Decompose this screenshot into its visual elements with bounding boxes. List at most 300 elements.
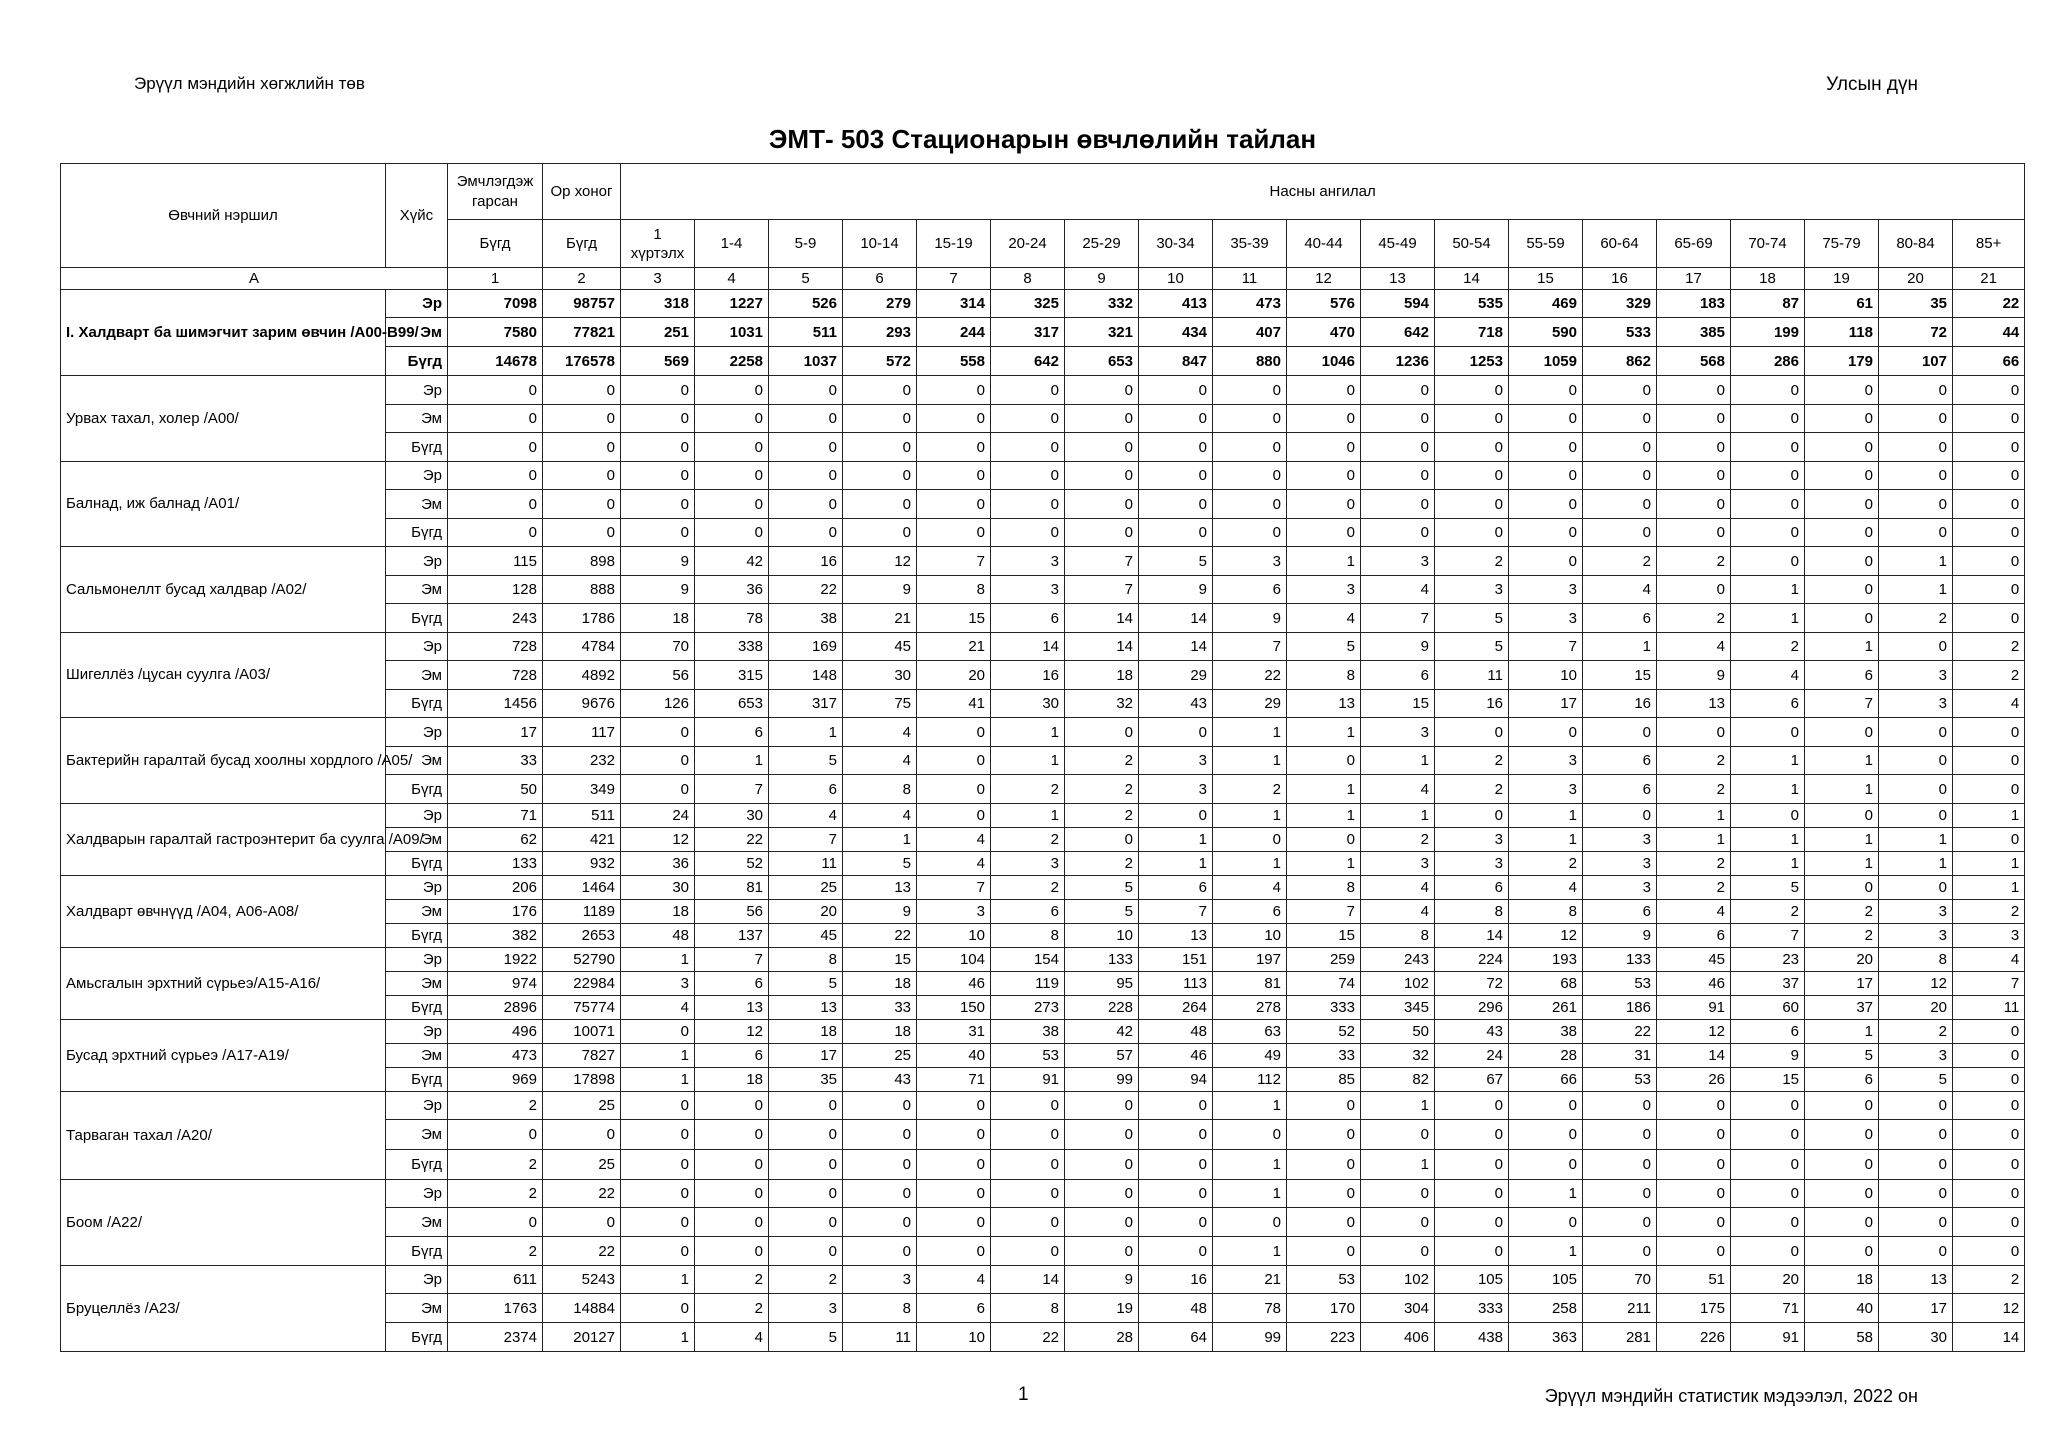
cell-value: 0	[843, 462, 917, 490]
cell-value: 6	[991, 900, 1065, 924]
cell-value: 2	[1657, 876, 1731, 900]
cell-value: 1	[769, 718, 843, 747]
cell-value: 18	[843, 1020, 917, 1044]
cell-value: 42	[695, 547, 769, 576]
cell-value: 4	[1953, 690, 2025, 718]
cell-value: 4	[917, 852, 991, 876]
cell-value: 511	[769, 318, 843, 347]
cell-value: 1	[1509, 804, 1583, 828]
column-index: 21	[1953, 268, 2025, 290]
cell-value: 594	[1361, 290, 1435, 318]
cell-value: 1	[621, 1323, 695, 1352]
cell-value: 87	[1731, 290, 1805, 318]
cell-value: 15	[1361, 690, 1435, 718]
cell-value: 0	[917, 718, 991, 747]
cell-value: 1	[991, 804, 1065, 828]
cell-value: 12	[1879, 972, 1953, 996]
cell-value: 3	[991, 852, 1065, 876]
cell-value: 31	[917, 1020, 991, 1044]
cell-value: 0	[917, 462, 991, 490]
cell-value: 15	[917, 604, 991, 633]
cell-value: 2	[448, 1092, 543, 1120]
cell-value: 20	[1805, 948, 1879, 972]
cell-value: 0	[448, 1208, 543, 1237]
column-index: 13	[1361, 268, 1435, 290]
cell-value: 0	[1583, 718, 1657, 747]
cell-value: 1	[1139, 828, 1213, 852]
cell-value: 0	[991, 1150, 1065, 1180]
cell-value: 102	[1361, 1266, 1435, 1294]
cell-value: 46	[1657, 972, 1731, 996]
cell-value: 259	[1287, 948, 1361, 972]
cell-value: 35	[1879, 290, 1953, 318]
cell-value: 5	[769, 747, 843, 775]
cell-value: 0	[1287, 1208, 1361, 1237]
cell-value: 0	[1805, 1208, 1879, 1237]
cell-value: 12	[843, 547, 917, 576]
cell-value: 7	[1065, 576, 1139, 604]
cell-value: 2	[1953, 900, 2025, 924]
cell-value: 338	[695, 633, 769, 661]
cell-value: 0	[1065, 1237, 1139, 1266]
cell-value: 1	[1731, 828, 1805, 852]
cell-value: 2	[1583, 547, 1657, 576]
column-index: 16	[1583, 268, 1657, 290]
cell-value: 0	[1583, 1092, 1657, 1120]
age-group-header: 30-34	[1139, 220, 1213, 268]
sex-label: Эм	[386, 1120, 448, 1150]
cell-value: 115	[448, 547, 543, 576]
cell-value: 2	[1361, 828, 1435, 852]
cell-value: 2374	[448, 1323, 543, 1352]
cell-value: 57	[1065, 1044, 1139, 1068]
cell-value: 0	[1731, 804, 1805, 828]
cell-value: 2	[695, 1266, 769, 1294]
cell-value: 15	[1583, 661, 1657, 690]
cell-value: 0	[1287, 433, 1361, 462]
cell-value: 8	[991, 924, 1065, 948]
cell-value: 969	[448, 1068, 543, 1092]
column-index: 20	[1879, 268, 1953, 290]
age-group-header: 35-39	[1213, 220, 1287, 268]
index-row	[61, 268, 2025, 290]
morbidity-table	[60, 163, 2025, 1352]
cell-value: 0	[991, 1237, 1065, 1266]
cell-value: 2	[1065, 747, 1139, 775]
cell-value: 590	[1509, 318, 1583, 347]
cell-value: 14	[1065, 604, 1139, 633]
cell-value: 1227	[695, 290, 769, 318]
cell-value: 469	[1509, 290, 1583, 318]
disease-name: Халдварын гаралтай гастроэнтерит ба суулга /А09/	[61, 804, 386, 876]
cell-value: 9	[621, 576, 695, 604]
cell-value: 382	[448, 924, 543, 948]
cell-value: 6	[1805, 661, 1879, 690]
cell-value: 16	[769, 547, 843, 576]
cell-value: 1	[1657, 804, 1731, 828]
age-group-header: 85+	[1953, 220, 2025, 268]
cell-value: 0	[1435, 519, 1509, 547]
report-title: ЭМТ- 503 Стационарын өвчлөлийн тайлан	[768, 124, 1317, 154]
cell-value: 17	[1805, 972, 1879, 996]
cell-value: 0	[1361, 405, 1435, 433]
cell-value: 91	[1731, 1323, 1805, 1352]
cell-value: 1	[621, 1044, 695, 1068]
age-group-header: 55-59	[1509, 220, 1583, 268]
cell-value: 0	[1361, 519, 1435, 547]
cell-value: 0	[1065, 376, 1139, 405]
cell-value: 0	[917, 1120, 991, 1150]
cell-value: 0	[769, 1120, 843, 1150]
cell-value: 33	[1287, 1044, 1361, 1068]
cell-value: 4	[1657, 633, 1731, 661]
cell-value: 6	[695, 972, 769, 996]
sex-label: Эм	[386, 747, 448, 775]
cell-value: 63	[1213, 1020, 1287, 1044]
cell-value: 9	[1065, 1266, 1139, 1294]
cell-value: 0	[1509, 405, 1583, 433]
cell-value: 0	[917, 1208, 991, 1237]
cell-value: 4	[917, 1266, 991, 1294]
cell-value: 14	[1065, 633, 1139, 661]
cell-value: 4	[1361, 775, 1435, 804]
cell-value: 61	[1805, 290, 1879, 318]
cell-value: 0	[1213, 376, 1287, 405]
cell-value: 0	[1657, 519, 1731, 547]
cell-value: 1037	[769, 347, 843, 376]
column-index: 6	[843, 268, 917, 290]
cell-value: 5	[1287, 633, 1361, 661]
cell-value: 0	[1953, 1237, 2025, 1266]
cell-value: 0	[1435, 462, 1509, 490]
cell-value: 5	[1065, 876, 1139, 900]
col-disease-name: Өвчний нэршил	[61, 164, 386, 268]
cell-value: 5	[1435, 604, 1509, 633]
cell-value: 0	[917, 519, 991, 547]
cell-value: 22	[543, 1180, 621, 1208]
cell-value: 2	[1657, 852, 1731, 876]
cell-value: 0	[769, 433, 843, 462]
cell-value: 0	[1805, 433, 1879, 462]
cell-value: 0	[1509, 519, 1583, 547]
cell-value: 3	[1879, 924, 1953, 948]
cell-value: 406	[1361, 1323, 1435, 1352]
cell-value: 0	[621, 1150, 695, 1180]
cell-value: 18	[621, 604, 695, 633]
cell-value: 0	[1657, 1180, 1731, 1208]
sex-label: Бүгд	[386, 433, 448, 462]
cell-value: 22	[1583, 1020, 1657, 1044]
cell-value: 862	[1583, 347, 1657, 376]
cell-value: 569	[621, 347, 695, 376]
cell-value: 2	[1509, 852, 1583, 876]
cell-value: 0	[991, 519, 1065, 547]
cell-value: 0	[1657, 462, 1731, 490]
cell-value: 9	[1139, 576, 1213, 604]
cell-value: 48	[1139, 1294, 1213, 1323]
cell-value: 317	[769, 690, 843, 718]
cell-value: 0	[1583, 519, 1657, 547]
cell-value: 0	[1583, 1180, 1657, 1208]
cell-value: 0	[1879, 1237, 1953, 1266]
cell-value: 0	[1953, 1208, 2025, 1237]
column-index: 1	[448, 268, 543, 290]
cell-value: 0	[1879, 519, 1953, 547]
cell-value: 1046	[1287, 347, 1361, 376]
cell-value: 728	[448, 633, 543, 661]
cell-value: 50	[448, 775, 543, 804]
cell-value: 3	[1583, 852, 1657, 876]
cell-value: 8	[1879, 948, 1953, 972]
cell-value: 2	[991, 828, 1065, 852]
cell-value: 0	[1361, 1120, 1435, 1150]
cell-value: 8	[769, 948, 843, 972]
cell-value: 244	[917, 318, 991, 347]
cell-value: 0	[1953, 519, 2025, 547]
cell-value: 0	[1509, 462, 1583, 490]
cell-value: 2	[1657, 547, 1731, 576]
cell-value: 1	[1953, 804, 2025, 828]
cell-value: 321	[1065, 318, 1139, 347]
cell-value: 0	[1213, 828, 1287, 852]
footer-source: Эрүүл мэндийн статистик мэдээлэл, 2022 он	[1544, 1386, 1918, 1406]
cell-value: 0	[1065, 433, 1139, 462]
cell-value: 0	[543, 1208, 621, 1237]
cell-value: 11	[843, 1323, 917, 1352]
cell-value: 0	[1731, 433, 1805, 462]
cell-value: 10	[917, 924, 991, 948]
cell-value: 199	[1731, 318, 1805, 347]
cell-value: 112	[1213, 1068, 1287, 1092]
cell-value: 0	[543, 405, 621, 433]
cell-value: 0	[1435, 490, 1509, 519]
cell-value: 14	[991, 633, 1065, 661]
cell-value: 1456	[448, 690, 543, 718]
cell-value: 3	[1879, 661, 1953, 690]
cell-value: 0	[1953, 1068, 2025, 1092]
cell-value: 1	[621, 1266, 695, 1294]
cell-value: 0	[1509, 1120, 1583, 1150]
cell-value: 3	[843, 1266, 917, 1294]
cell-value: 197	[1213, 948, 1287, 972]
cell-value: 3	[1953, 924, 2025, 948]
cell-value: 211	[1583, 1294, 1657, 1323]
cell-value: 6	[769, 775, 843, 804]
cell-value: 473	[1213, 290, 1287, 318]
cell-value: 8	[1287, 661, 1361, 690]
cell-value: 43	[1139, 690, 1213, 718]
cell-value: 38	[991, 1020, 1065, 1044]
cell-value: 0	[991, 433, 1065, 462]
cell-value: 46	[1139, 1044, 1213, 1068]
disease-name: Сальмонеллт бусад халдвар /А02/	[61, 547, 386, 633]
cell-value: 21	[1213, 1266, 1287, 1294]
cell-value: 0	[991, 405, 1065, 433]
sex-label: Эр	[386, 1092, 448, 1120]
cell-value: 126	[621, 690, 695, 718]
cell-value: 0	[1657, 405, 1731, 433]
cell-value: 572	[843, 347, 917, 376]
report-scope: Улсын дүн	[1826, 74, 1918, 95]
cell-value: 60	[1731, 996, 1805, 1020]
cell-value: 13	[1287, 690, 1361, 718]
cell-value: 50	[1361, 1020, 1435, 1044]
cell-value: 0	[917, 1180, 991, 1208]
col-sex: Хүйс	[386, 164, 448, 268]
cell-value: 226	[1657, 1323, 1731, 1352]
cell-value: 0	[1583, 1120, 1657, 1150]
cell-value: 0	[1287, 1237, 1361, 1266]
cell-value: 1236	[1361, 347, 1435, 376]
cell-value: 3	[1879, 690, 1953, 718]
cell-value: 2	[1657, 604, 1731, 633]
cell-value: 1031	[695, 318, 769, 347]
cell-value: 0	[1657, 718, 1731, 747]
cell-value: 1	[1731, 576, 1805, 604]
cell-value: 0	[1287, 1180, 1361, 1208]
cell-value: 0	[1879, 433, 1953, 462]
cell-value: 728	[448, 661, 543, 690]
cell-value: 286	[1731, 347, 1805, 376]
cell-value: 0	[543, 519, 621, 547]
cell-value: 7	[1731, 924, 1805, 948]
cell-value: 10	[1509, 661, 1583, 690]
cell-value: 6	[1805, 1068, 1879, 1092]
cell-value: 974	[448, 972, 543, 996]
cell-value: 75	[843, 690, 917, 718]
cell-value: 0	[1361, 1180, 1435, 1208]
cell-value: 15	[1731, 1068, 1805, 1092]
cell-value: 315	[695, 661, 769, 690]
cell-value: 1	[1879, 852, 1953, 876]
cell-value: 151	[1139, 948, 1213, 972]
cell-value: 68	[1509, 972, 1583, 996]
cell-value: 5	[1879, 1068, 1953, 1092]
cell-value: 85	[1287, 1068, 1361, 1092]
cell-value: 20127	[543, 1323, 621, 1352]
sex-label: Бүгд	[386, 1150, 448, 1180]
cell-value: 0	[1287, 828, 1361, 852]
cell-value: 17898	[543, 1068, 621, 1092]
cell-value: 16	[1583, 690, 1657, 718]
cell-value: 25	[769, 876, 843, 900]
cell-value: 2	[1731, 900, 1805, 924]
cell-value: 3	[621, 972, 695, 996]
cell-value: 2	[1731, 633, 1805, 661]
cell-value: 45	[1657, 948, 1731, 972]
cell-value: 70	[621, 633, 695, 661]
age-group-header: 15-19	[917, 220, 991, 268]
cell-value: 264	[1139, 996, 1213, 1020]
cell-value: 3	[991, 576, 1065, 604]
cell-value: 0	[1583, 1208, 1657, 1237]
cell-value: 0	[1509, 547, 1583, 576]
cell-value: 41	[917, 690, 991, 718]
cell-value: 20	[769, 900, 843, 924]
table-row	[61, 633, 2025, 661]
cell-value: 186	[1583, 996, 1657, 1020]
cell-value: 3	[1509, 775, 1583, 804]
cell-value: 22	[1213, 661, 1287, 690]
cell-value: 52	[1287, 1020, 1361, 1044]
sex-label: Эм	[386, 900, 448, 924]
sex-label: Бүгд	[386, 1068, 448, 1092]
cell-value: 21	[843, 604, 917, 633]
cell-value: 0	[1805, 519, 1879, 547]
cell-value: 1	[1509, 828, 1583, 852]
cell-value: 0	[1879, 775, 1953, 804]
cell-value: 67	[1435, 1068, 1509, 1092]
cell-value: 0	[1731, 1237, 1805, 1266]
cell-value: 22	[843, 924, 917, 948]
cell-value: 0	[1805, 547, 1879, 576]
cell-value: 2	[1065, 775, 1139, 804]
cell-value: 9676	[543, 690, 621, 718]
cell-value: 314	[917, 290, 991, 318]
cell-value: 0	[1435, 1237, 1509, 1266]
cell-value: 317	[991, 318, 1065, 347]
cell-value: 558	[917, 347, 991, 376]
cell-value: 0	[1509, 433, 1583, 462]
cell-value: 0	[1805, 876, 1879, 900]
sex-label: Бүгд	[386, 519, 448, 547]
cell-value: 438	[1435, 1323, 1509, 1352]
cell-value: 0	[1139, 433, 1213, 462]
cell-value: 99	[1213, 1323, 1287, 1352]
cell-value: 0	[1657, 433, 1731, 462]
cell-value: 223	[1287, 1323, 1361, 1352]
cell-value: 0	[1953, 433, 2025, 462]
table-row	[61, 804, 2025, 828]
cell-value: 0	[769, 1150, 843, 1180]
age-group-header: 45-49	[1361, 220, 1435, 268]
table-row	[61, 290, 2025, 318]
cell-value: 0	[1213, 490, 1287, 519]
cell-value: 0	[1805, 1120, 1879, 1150]
sex-label: Эм	[386, 490, 448, 519]
cell-value: 0	[1879, 1150, 1953, 1180]
cell-value: 325	[991, 290, 1065, 318]
cell-value: 12	[1509, 924, 1583, 948]
cell-value: 243	[448, 604, 543, 633]
cell-value: 43	[843, 1068, 917, 1092]
cell-value: 0	[448, 376, 543, 405]
cell-value: 0	[1065, 718, 1139, 747]
cell-value: 8	[991, 1294, 1065, 1323]
cell-value: 0	[1361, 1208, 1435, 1237]
cell-value: 2	[991, 876, 1065, 900]
column-index: 10	[1139, 268, 1213, 290]
cell-value: 22984	[543, 972, 621, 996]
cell-value: 1	[1213, 1150, 1287, 1180]
column-index: 12	[1287, 268, 1361, 290]
cell-value: 251	[621, 318, 695, 347]
cell-value: 0	[695, 376, 769, 405]
cell-value: 133	[1583, 948, 1657, 972]
cell-value: 2258	[695, 347, 769, 376]
cell-value: 318	[621, 290, 695, 318]
cell-value: 7	[1213, 633, 1287, 661]
cell-value: 2	[1805, 924, 1879, 948]
cell-value: 19	[1065, 1294, 1139, 1323]
cell-value: 0	[1583, 405, 1657, 433]
cell-value: 7	[1287, 900, 1361, 924]
sex-label: Бүгд	[386, 1323, 448, 1352]
cell-value: 0	[621, 1294, 695, 1323]
cell-value: 0	[1657, 1120, 1731, 1150]
cell-value: 3	[1139, 775, 1213, 804]
cell-value: 0	[1805, 490, 1879, 519]
